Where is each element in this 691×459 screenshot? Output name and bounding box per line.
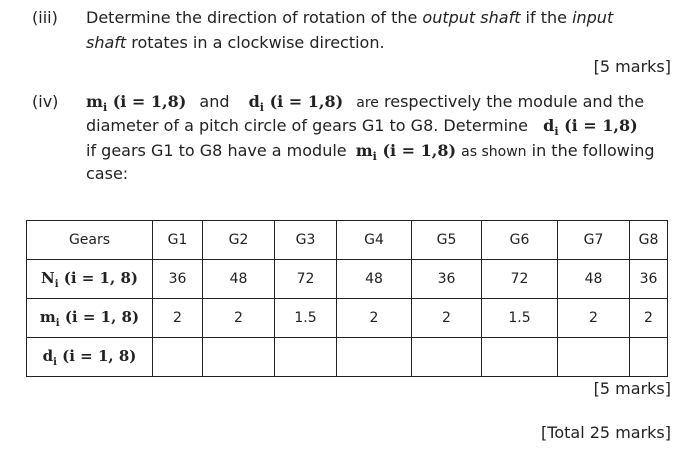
table-header-row bbox=[27, 221, 668, 260]
question-iii-line2 bbox=[86, 31, 385, 55]
d-symbol-2: $d_i$ (i = 1,8) bbox=[543, 116, 638, 139]
table-cell-empty bbox=[412, 338, 482, 377]
table-cell: 36 bbox=[153, 260, 203, 299]
table-cell: 36 bbox=[412, 260, 482, 299]
marks-iv: [5 marks] bbox=[593, 379, 671, 398]
table-cell: 48 bbox=[558, 260, 630, 299]
table-cell: 72 bbox=[275, 260, 337, 299]
header-g4: G4 bbox=[337, 221, 412, 260]
table-row-diameter bbox=[27, 338, 668, 377]
table-cell-empty bbox=[558, 338, 630, 377]
q3-input: input bbox=[572, 8, 614, 27]
table-cell-empty bbox=[630, 338, 668, 377]
header-g7: G7 bbox=[558, 221, 630, 260]
question-number-iv: (iv) bbox=[32, 92, 59, 111]
d-symbol: $d_i$ (i = 1,8) bbox=[248, 92, 344, 115]
table-row-module bbox=[27, 299, 668, 338]
question-iv-line3 bbox=[86, 139, 655, 169]
q3-shaft: shaft bbox=[86, 33, 127, 52]
table-cell: 2 bbox=[630, 299, 668, 338]
q3-text-c: rotates in a clockwise direction. bbox=[126, 33, 385, 52]
table-cell: 2 bbox=[203, 299, 275, 338]
are-word: are bbox=[356, 95, 379, 111]
q4-line2-text: diameter of a pitch circle of gears G1 to G8. Determine bbox=[86, 116, 529, 135]
table-cell-empty bbox=[153, 338, 203, 377]
m-symbol-2: $m_i$ (i = 1,8) bbox=[355, 141, 457, 164]
table-cell: 2 bbox=[337, 299, 412, 338]
header-g5: G5 bbox=[412, 221, 482, 260]
header-g1: G1 bbox=[153, 221, 203, 260]
header-g8: G8 bbox=[630, 221, 668, 260]
m-symbol: $m_i$ (i = 1,8) bbox=[86, 92, 187, 115]
q3-text-b: if the bbox=[520, 8, 573, 27]
table-cell: 2 bbox=[153, 299, 203, 338]
table-cell-empty bbox=[203, 338, 275, 377]
row-label-n: $N_i$ (i = 1, 8) bbox=[27, 260, 153, 299]
table-cell-empty bbox=[337, 338, 412, 377]
as-shown: as shown bbox=[461, 144, 527, 160]
marks-iii: [5 marks] bbox=[593, 57, 671, 76]
table-cell-empty bbox=[275, 338, 337, 377]
row-label-d: $d_i$ (i = 1, 8) bbox=[27, 338, 153, 377]
table-cell: 1.5 bbox=[482, 299, 558, 338]
table-cell: 36 bbox=[630, 260, 668, 299]
table-row-teeth bbox=[27, 260, 668, 299]
question-number-iii: (iii) bbox=[32, 8, 58, 27]
question-iii-line1 bbox=[86, 6, 613, 30]
header-g6: G6 bbox=[482, 221, 558, 260]
and-word: and bbox=[199, 92, 230, 111]
header-g3: G3 bbox=[275, 221, 337, 260]
table-cell-empty bbox=[482, 338, 558, 377]
table-cell: 2 bbox=[412, 299, 482, 338]
table-cell: 72 bbox=[482, 260, 558, 299]
q4-line1-tail: respectively the module and the bbox=[384, 92, 645, 111]
question-iv-line4: case: bbox=[86, 164, 129, 183]
q4-line3-text: if gears G1 to G8 have a module bbox=[86, 141, 347, 160]
q3-output-shaft: output shaft bbox=[422, 8, 521, 27]
header-gears: Gears bbox=[27, 221, 153, 260]
gear-table bbox=[26, 220, 668, 377]
q3-text-a: Determine the direction of rotation of the bbox=[86, 8, 423, 27]
table-cell: 48 bbox=[337, 260, 412, 299]
table-cell: 48 bbox=[203, 260, 275, 299]
table-cell: 1.5 bbox=[275, 299, 337, 338]
total-marks: [Total 25 marks] bbox=[541, 423, 671, 442]
table-cell: 2 bbox=[558, 299, 630, 338]
q4-line3-tail: in the following bbox=[531, 141, 655, 160]
row-label-m: $m_i$ (i = 1, 8) bbox=[27, 299, 153, 338]
header-g2: G2 bbox=[203, 221, 275, 260]
